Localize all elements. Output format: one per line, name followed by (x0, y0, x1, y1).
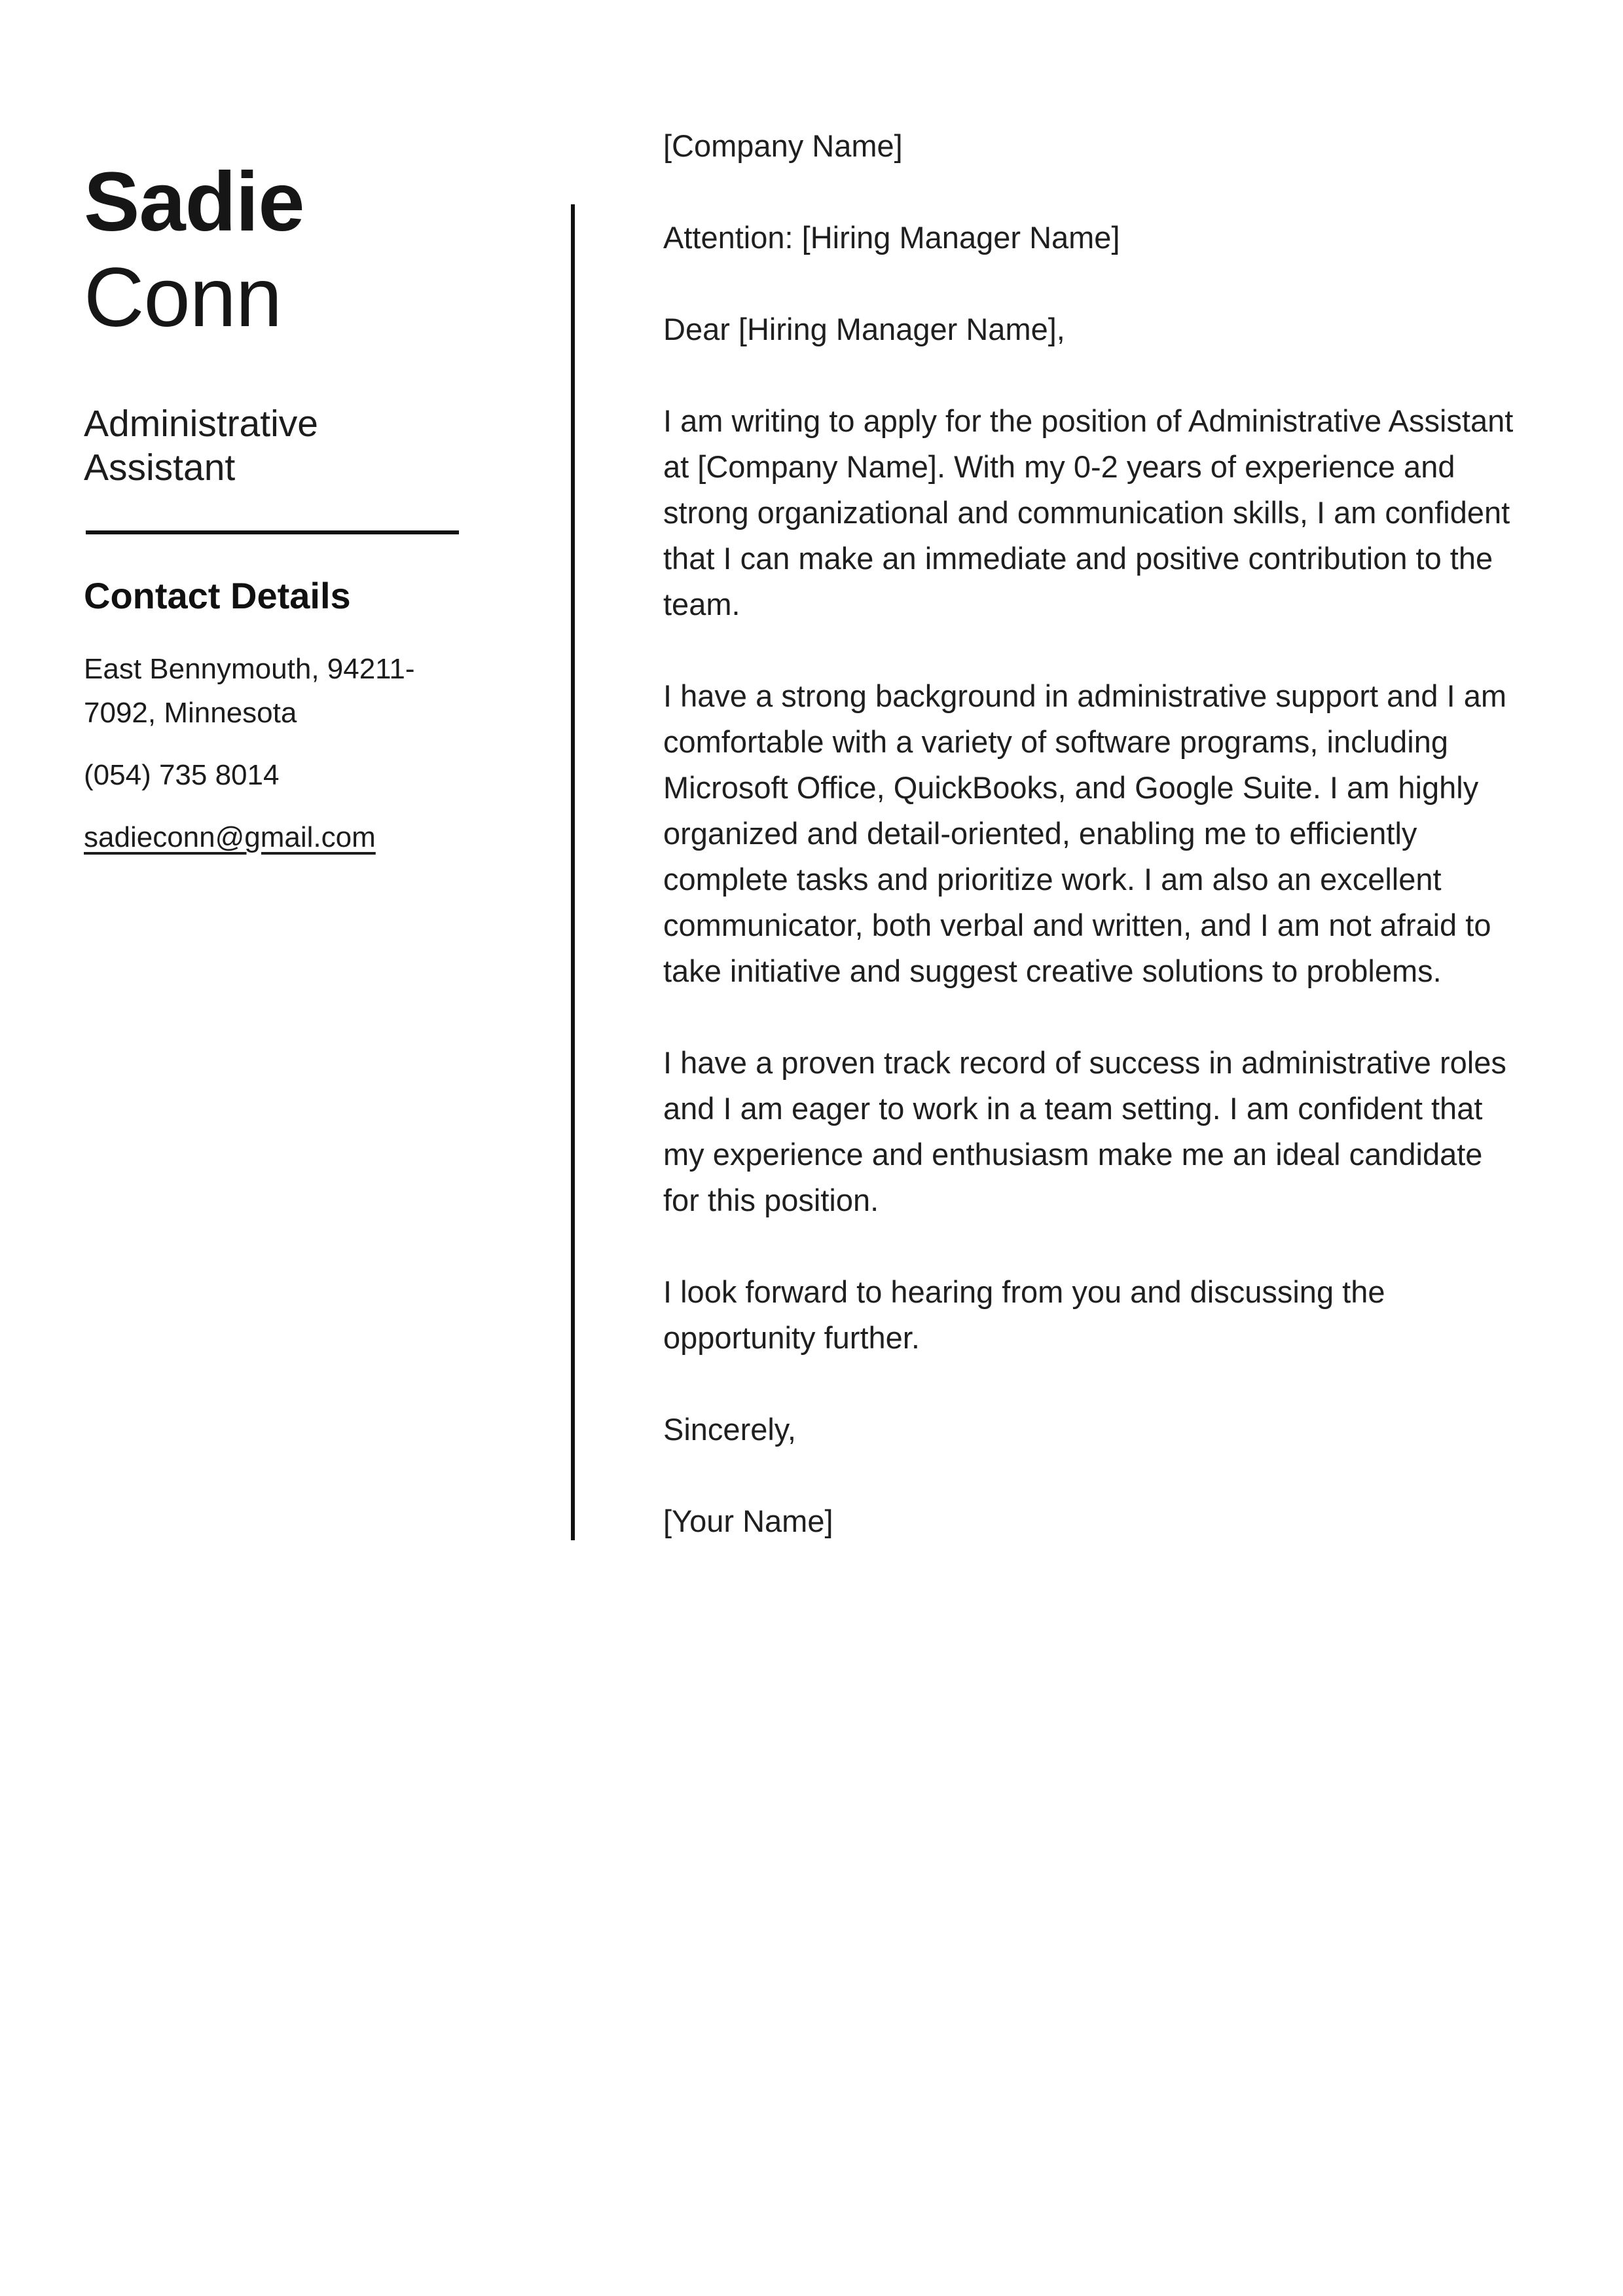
attention-line: Attention: [Hiring Manager Name] (663, 220, 1120, 255)
salutation: Dear [Hiring Manager Name], (663, 312, 1065, 346)
recipient-company: [Company Name] (663, 128, 903, 163)
signature-placeholder: [Your Name] (663, 1504, 833, 1538)
letter-paragraph: I look forward to hearing from you and discussing the opportunity further. (663, 1274, 1385, 1355)
letter-paragraph: I have a strong background in administrative support and I am comfortable with a variety of software programs, including Microsoft Office, QuickBooks, and Google Suite. I am highly organized and detail-oriented, enabling me to efficiently complete tasks and prioritize work. I am also an excellent communicator, both verbal and written, and I am not afraid to take initiative and suggest creative solutions to problems. (663, 678, 1507, 988)
sidebar (84, 98, 460, 859)
contact-email-link[interactable]: sadieconn@gmail.com (84, 821, 376, 853)
letter-paragraph: I am writing to apply for the position of Administrative Assistant at [Company Name]. With my 0-2 years of experience and strong organizational and communication skills, I am confident that I can make an immediate and positive contribution to the team. (663, 403, 1514, 621)
content-divider (571, 204, 575, 1540)
contact-address: East Bennymouth, 94211-7092, Minnesota (84, 652, 415, 729)
candidate-last-name: Conn (84, 250, 282, 344)
letter-body (663, 123, 1514, 1590)
candidate-name (84, 155, 460, 346)
sidebar-divider (86, 530, 459, 534)
contact-phone: (054) 735 8014 (84, 758, 280, 791)
letter-paragraph: I have a proven track record of success in administrative roles and I am eager to work in a team setting. I am confident that my experience and enthusiasm make me an ideal candidate for this position. (663, 1045, 1506, 1217)
job-title: Administrative Assistant (84, 402, 318, 489)
candidate-first-name: Sadie (84, 155, 304, 249)
closing: Sincerely, (663, 1412, 796, 1447)
contact-details-heading: Contact Details (84, 574, 351, 616)
